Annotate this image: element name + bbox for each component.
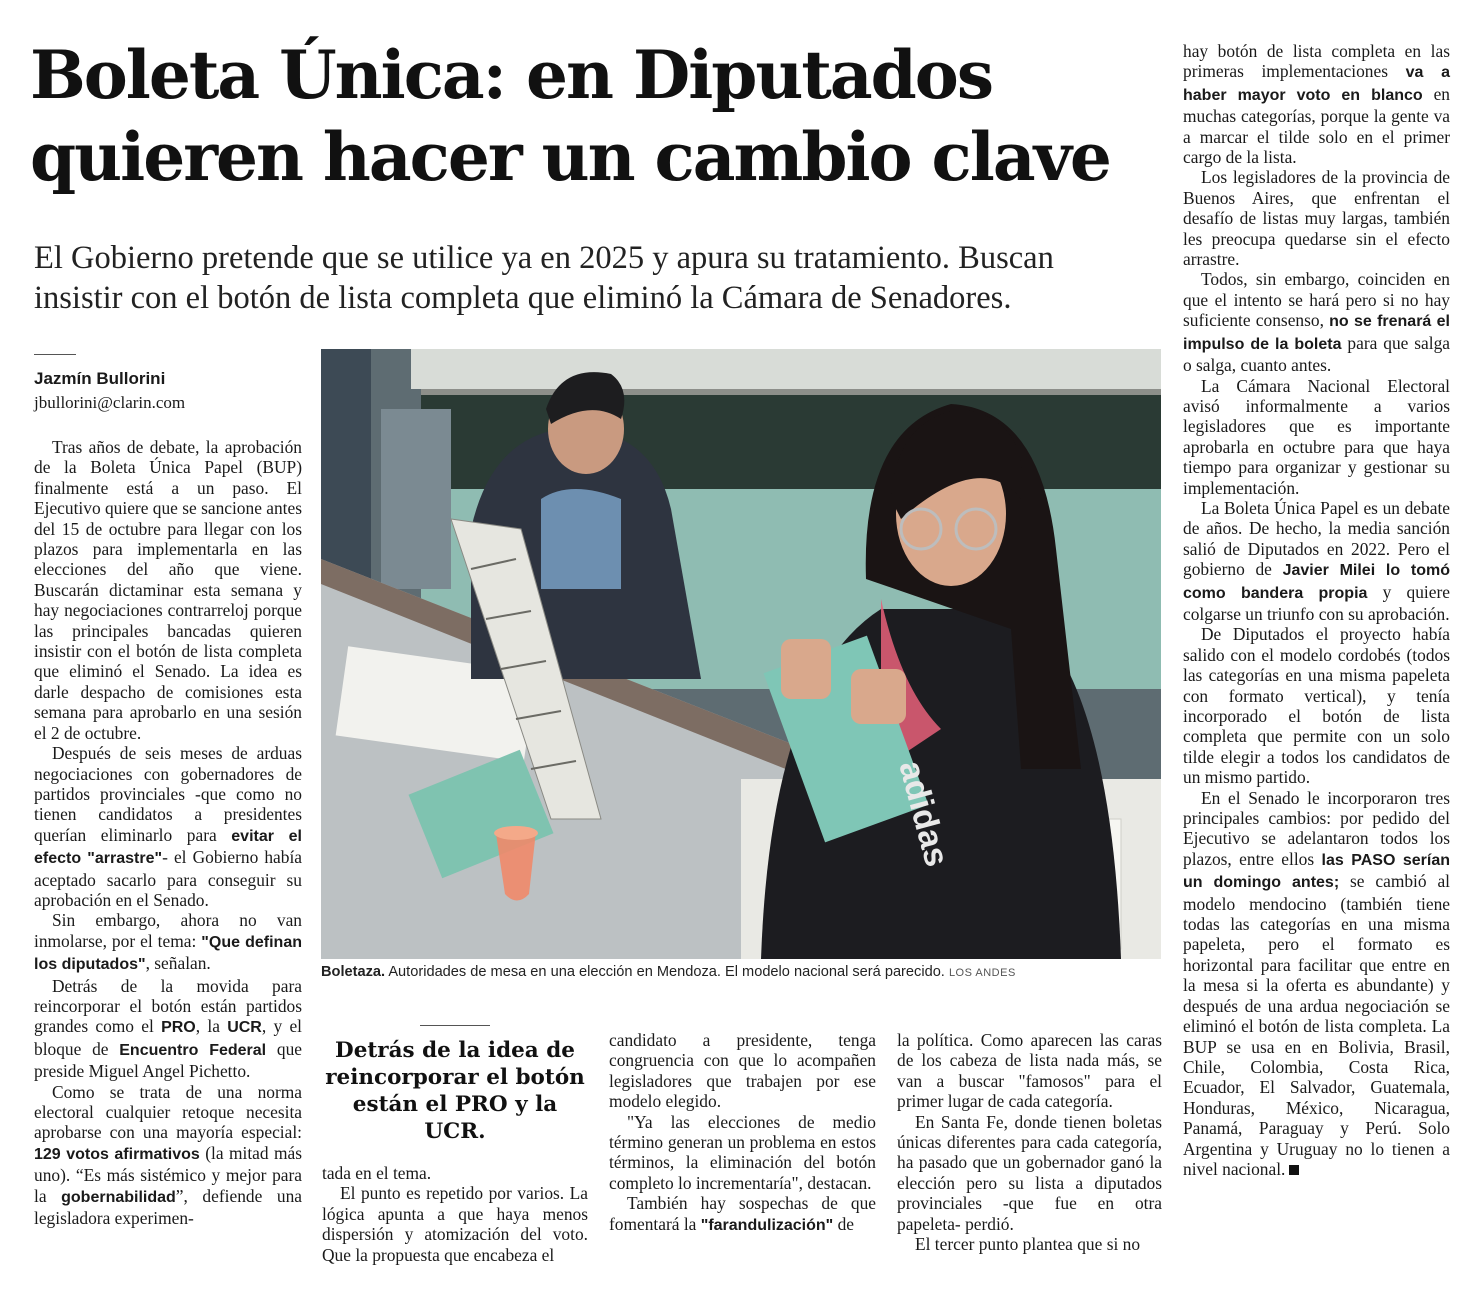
col3-paragraph-2: "Ya las elecciones de medio término generan un problema en estos términos, la eliminación del botón completo lo incrementaría", destacan. — [609, 1111, 876, 1193]
col1-paragraph-2: Después de seis meses de arduas negociaciones con gobernadores de partidos provinciales -que como no tienen candidatos a presidentes querían eliminarlo para evitar el efecto "arrastre"- el Gobierno había aceptado sacarlo para conseguir su aprobación en el Senado. — [34, 743, 302, 910]
caption-text: Autoridades de mesa en una elección en Mendoza. El modelo nacional será parecido. — [385, 964, 945, 980]
headline — [30, 34, 1160, 198]
col1-paragraph-3: Sin embargo, ahora no van inmolarse, por el tema: "Que definan los diputados", señalan. — [34, 910, 302, 974]
column-3 — [609, 1030, 876, 1236]
col4-paragraph-1: la política. Como aparecen las caras de los cabeza de lista nada más, se van a buscar "famosos" para el primer lugar de cada categoría. — [897, 1030, 1162, 1112]
headline-line-2: quieren hacer un cambio clave — [30, 118, 1110, 196]
col1-paragraph-1: Tras años de debate, la aprobación de la Boleta Única Papel (BUP) finalmente está a un paso. El Ejecutivo quiere que se sancione antes del 15 de octubre para llegar con los plazos para implementarla en las elecciones del año que viene. Buscarán dictaminar esta semana y hay negociaciones contrarreloj porque las principales bancadas quieren insistir con el botón de lista completa que eliminó el Senado. La idea es darle despacho de comisiones esta semana para aprobarlo en una sesión el 2 de octubre. — [34, 437, 303, 743]
subheadline — [34, 238, 1159, 318]
subhead-line-2: insistir con el botón de lista completa que eliminó la Cámara de Senadores. — [34, 280, 1012, 316]
col5-paragraph-1: hay botón de lista completa en las primeras implementaciones va a haber mayor voto en blanco en muchas categorías, porque la gente va a marcar el tilde solo en el primer cargo de la lista. — [1183, 41, 1451, 168]
col2-paragraph-1: tada en el tema. — [322, 1163, 432, 1183]
col5-paragraph-4: La Cámara Nacional Electoral avisó informalmente a varios legisladores que es importante aprobarla en octubre para que haya tiempo para organizar y gestionar su implementación. — [1183, 375, 1450, 498]
subhead-line-1: El Gobierno pretende que se utilice ya en 2025 y apura su tratamiento. Buscan — [34, 240, 1054, 276]
polling-officials-illustration — [321, 349, 1161, 959]
author-email[interactable]: jbullorini@clarin.com — [34, 393, 186, 412]
photo-credit: LOS ANDES — [948, 967, 1016, 979]
pullquote-rule — [420, 1025, 490, 1026]
caption-lead: Boletaza. — [321, 964, 386, 980]
col4-paragraph-2: En Santa Fe, donde tienen boletas únicas diferentes para cada categoría, ha pasado que un gobernador ganó la elección pero su lista a diputados provinciales -que fue en otra papeleta- perdió. — [897, 1111, 1162, 1234]
pullquote: Detrás de la idea de reincorporar el botón están el PRO y la UCR. — [325, 1038, 585, 1144]
col1-paragraph-5: Como se trata de una norma electoral cualquier retoque necesita aprobarse con una mayoría especial: 129 votos afirmativos (la mitad más uno). “Es más sistémico y mejor para la gobernabilidad”, defiende una legisladora experimen- — [34, 1081, 302, 1229]
col3-paragraph-3: También hay sospechas de que fomentará la "farandulización" de — [609, 1193, 876, 1234]
author-name: Jazmín Bullorini — [34, 369, 166, 388]
column-5 — [1183, 41, 1450, 1179]
col5-paragraph-6: De Diputados el proyecto había salido con el modelo cordobés (todos las categorías en una misma papeleta con formato vertical), y tenía incorporado el botón de lista completa que permite con un solo tilde elegir a todos los candidatos de un mismo partido. — [1183, 624, 1450, 788]
col5-paragraph-2: Los legisladores de la provincia de Buenos Aires, que enfrentan el desafío de listas muy largas, también les preocupa quedarse sin el efecto arrastre. — [1183, 167, 1450, 270]
col1-paragraph-4: Detrás de la movida para reincorporar el botón están partidos grandes como el PRO, la UCR, y el bloque de Encuentro Federal que preside Miguel Angel Pichetto. — [34, 975, 302, 1082]
end-of-article-mark — [1289, 1165, 1299, 1175]
col5-paragraph-5: La Boleta Única Papel es un debate de años. De hecho, la media sanción salió de Diputados en 2022. Pero el gobierno de Javier Milei lo tomó como bandera propia y quiere colgarse un triunfo con su aprobación. — [1183, 497, 1450, 624]
col5-paragraph-3: Todos, sin embargo, coinciden en que el intento se hará pero si no hay suficiente consenso, no se frenará el impulso de la boleta para que salga o salga, cuanto antes. — [1183, 269, 1450, 376]
col4-paragraph-3: El tercer punto plantea que si no — [915, 1234, 1141, 1255]
byline-rule — [34, 354, 76, 355]
shirt-logo-text: adidas — [891, 756, 956, 871]
col2-paragraph-2: El punto es repetido por varios. La lógica apunta a que haya menos dispersión y atomización del voto. Que la propuesta que encabeza el — [322, 1183, 588, 1265]
news-photo — [321, 349, 1161, 959]
col3-paragraph-1: candidato a presidente, tenga congruencia con que lo acompañen legisladores que trabajen por ese modelo elegido. — [609, 1030, 876, 1112]
col5-paragraph-7: En el Senado le incorporaron tres principales cambios: por pedido del Ejecutivo se adelantaron todos los plazos, entre ellos las PASO serían un domingo antes; se cambió al modelo mendocino (también tiene todas las categorías en una misma papeleta, pero el formato es horizontal para facilitar que entre en la mesa si la oferta es abundante) y después de una ardua negociación se eliminó el botón de lista completa. La BUP se usa en en Bolivia, Brasil, Chile, Colombia, Costa Rica, Ecuador, El Salvador, Guatemala, Honduras, México, Nicaragua, Panamá, Paraguay y Perú. Solo Argentina y Uruguay no lo tienen a nivel nacional. — [1183, 787, 1451, 1179]
column-4 — [897, 1030, 1162, 1254]
column-2 — [322, 1163, 588, 1265]
photo-caption — [321, 964, 1161, 980]
headline-line-1: Boleta Única: en Diputados — [30, 36, 992, 114]
column-1 — [34, 437, 302, 1228]
